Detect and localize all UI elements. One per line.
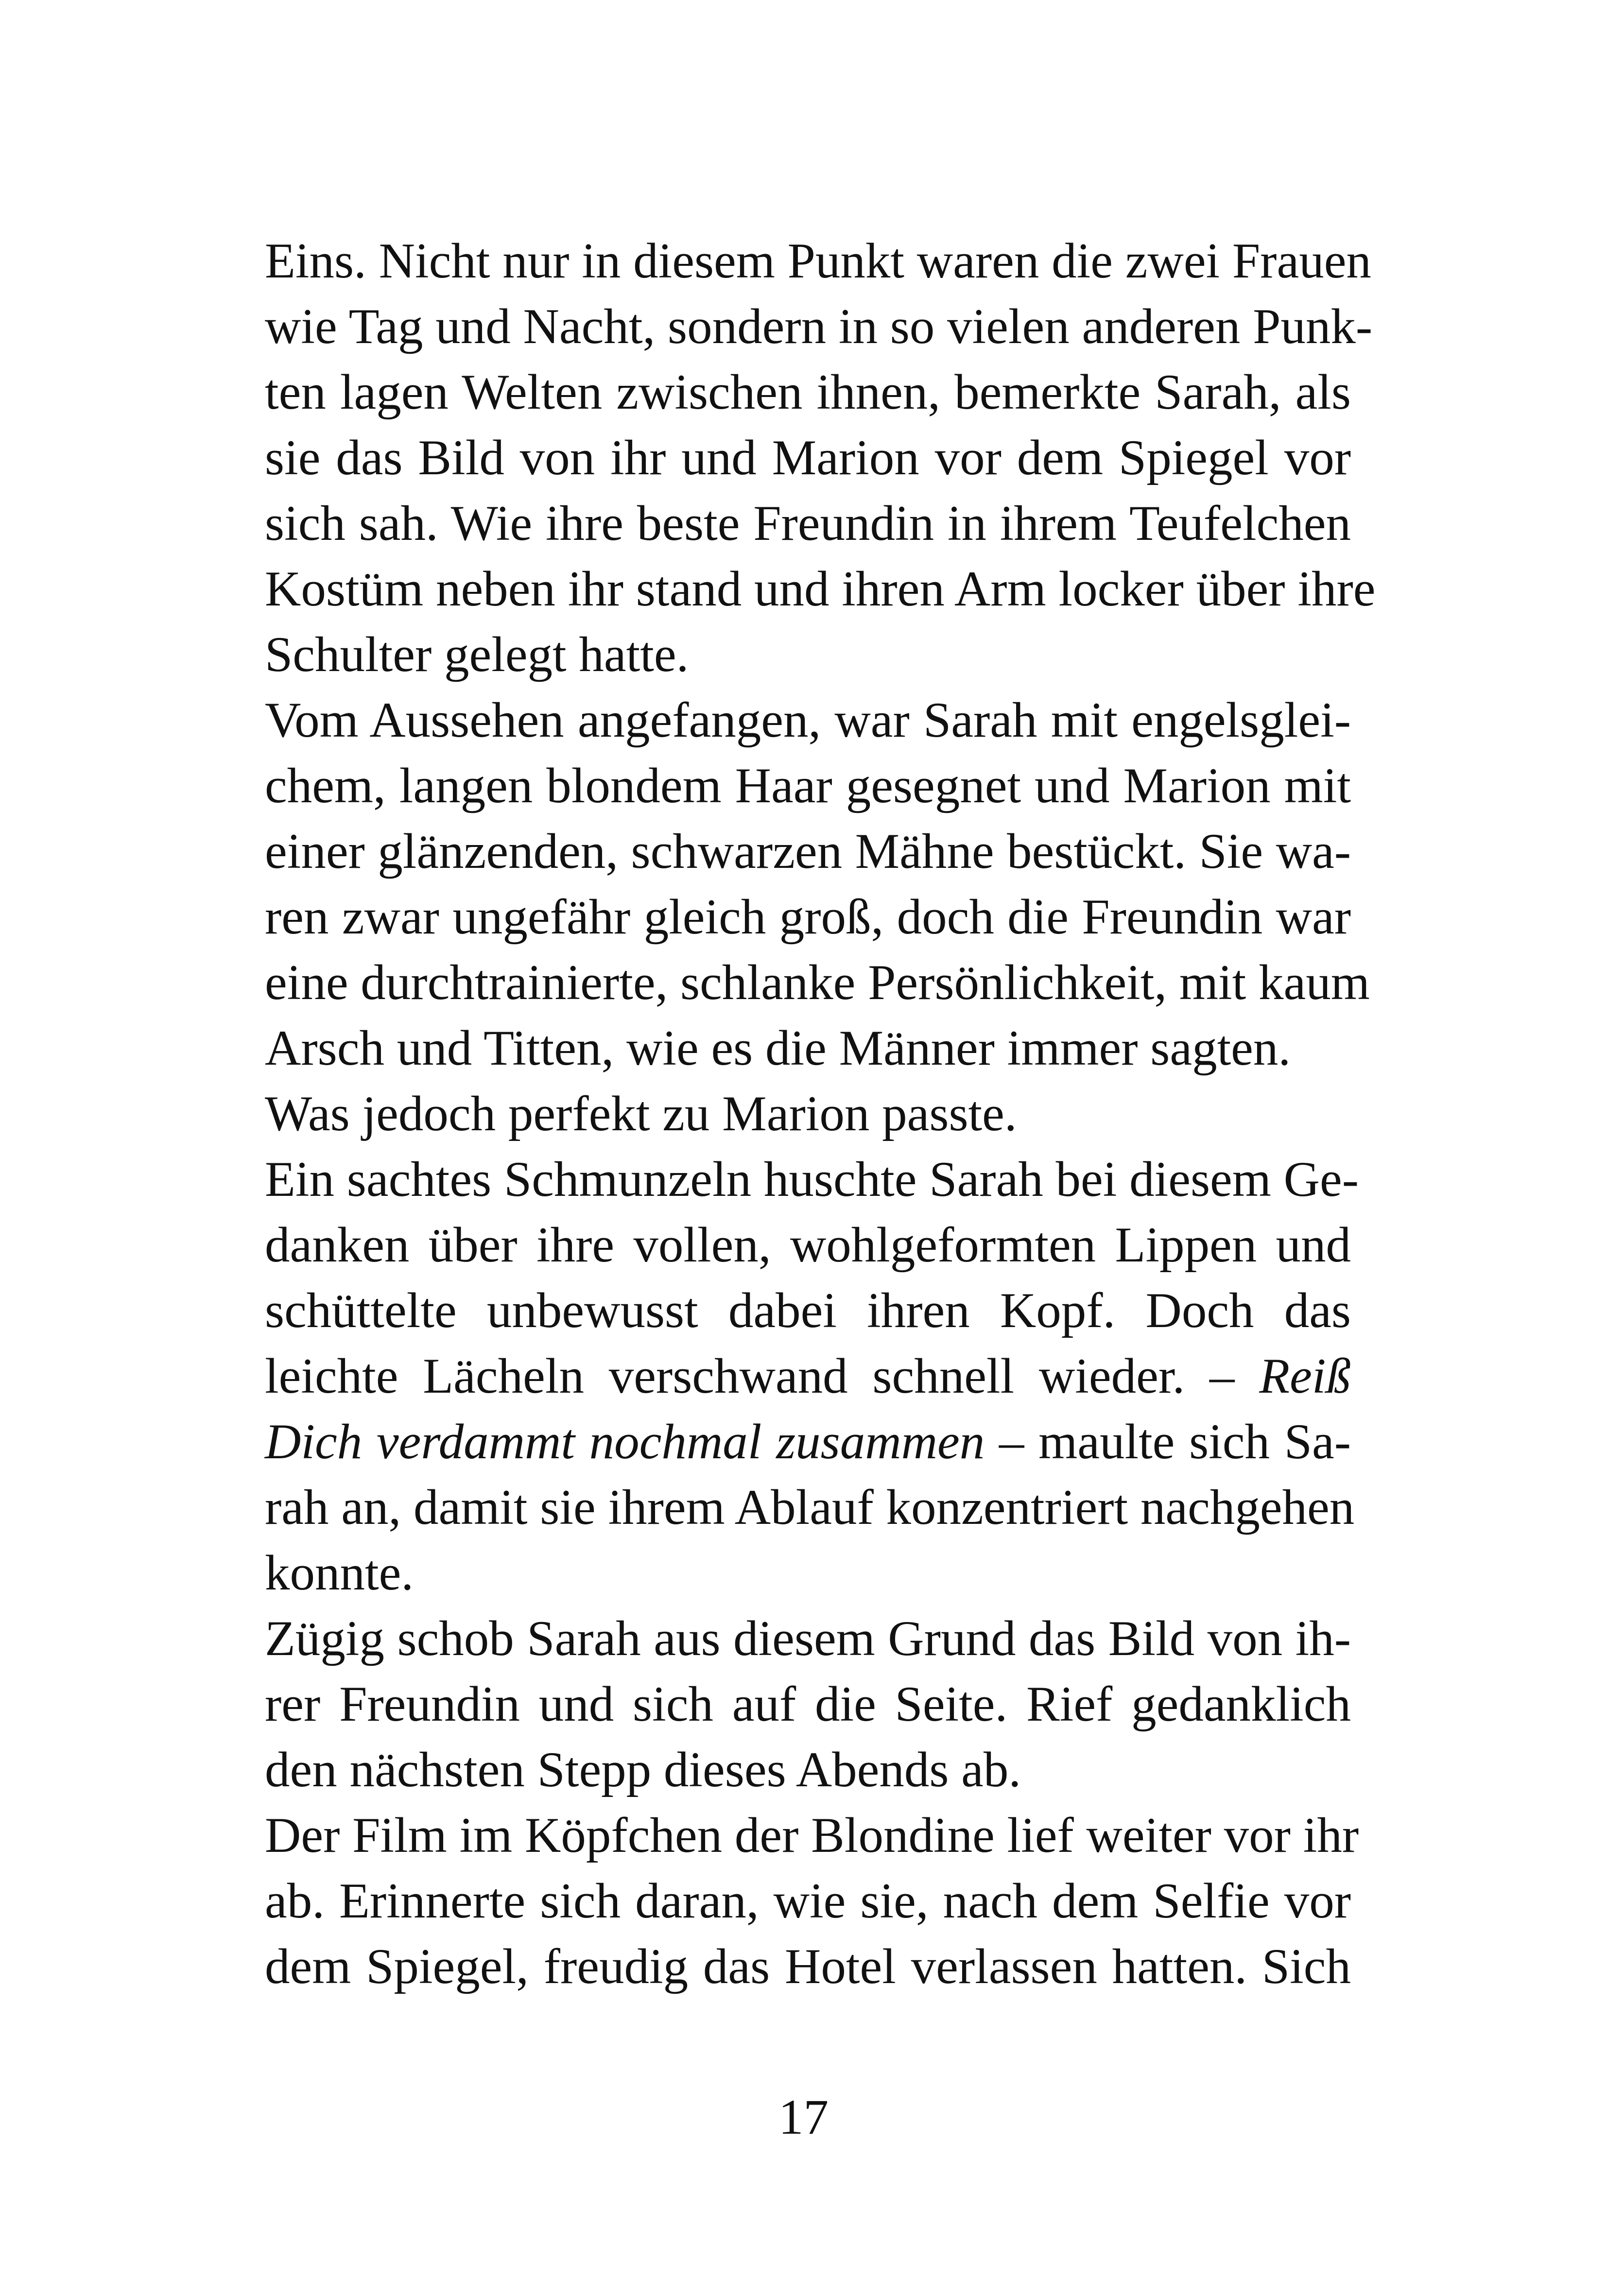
text-line: Schulter gelegt hatte. <box>265 627 689 682</box>
text-line: Der Film im Köpfchen der Blondine lief weiter vor ihr <box>265 1808 1359 1863</box>
page-number: 17 <box>778 2089 829 2145</box>
text-line: Eins. Nicht nur in diesem Punkt waren die zwei Frauen <box>265 233 1371 289</box>
text-line: einer glänzenden, schwarzen Mähne bestückt. Sie wa- <box>265 824 1351 879</box>
text-line: dem Spiegel, freudig das Hotel verlassen hatten. Sich <box>265 1939 1351 1994</box>
text-line <box>265 1409 1351 1475</box>
text-line <box>265 1344 1351 1409</box>
text-line: wie Tag und Nacht, sondern in so vielen anderen Punk- <box>265 299 1373 354</box>
italic-text-segment: Dich verdammt nochmal zusammen <box>265 1414 985 1469</box>
text-line: rah an, damit sie ihrem Ablauf konzentriert nachgehen <box>265 1480 1355 1535</box>
text-segment: leichte Lächeln verschwand schnell wieder. – <box>265 1348 1260 1404</box>
text-line: Zügig schob Sarah aus diesem Grund das Bild von ih- <box>265 1611 1351 1666</box>
text-line: Was jedoch perfekt zu Marion passte. <box>265 1086 1017 1141</box>
text-line: ab. Erinnerte sich daran, wie sie, nach dem Selfie vor <box>265 1873 1351 1929</box>
text-line: schüttelte unbewusst dabei ihren Kopf. Doch das <box>265 1283 1351 1338</box>
text-line: den nächsten Stepp dieses Abends ab. <box>265 1742 1021 1797</box>
text-line: ten lagen Welten zwischen ihnen, bemerkte Sarah, als <box>265 364 1351 420</box>
text-line: eine durchtrainierte, schlanke Persönlichkeit, mit kaum <box>265 955 1370 1010</box>
text-line: sie das Bild von ihr und Marion vor dem Spiegel vor <box>265 430 1351 485</box>
text-line: Kostüm neben ihr stand und ihren Arm locker über ihre <box>265 561 1376 617</box>
text-segment: – maulte sich Sa- <box>985 1414 1351 1469</box>
text-line: rer Freundin und sich auf die Seite. Rief gedanklich <box>265 1676 1351 1732</box>
text-line: danken über ihre vollen, wohlgeformten Lippen und <box>265 1217 1351 1273</box>
body-text <box>265 228 1376 2000</box>
text-line: Ein sachtes Schmunzeln huschte Sarah bei diesem Ge- <box>265 1152 1359 1207</box>
text-line: sich sah. Wie ihre beste Freundin in ihrem Teufelchen <box>265 496 1351 551</box>
italic-text-segment: Reiß <box>1259 1348 1351 1404</box>
text-line: konnte. <box>265 1545 414 1601</box>
text-line: ren zwar ungefähr gleich groß, doch die Freundin war <box>265 889 1351 945</box>
text-line: chem, langen blondem Haar gesegnet und Marion mit <box>265 758 1351 813</box>
text-line: Arsch und Titten, wie es die Männer immer sagten. <box>265 1020 1291 1076</box>
text-line: Vom Aussehen angefangen, war Sarah mit engelsglei- <box>265 692 1351 748</box>
